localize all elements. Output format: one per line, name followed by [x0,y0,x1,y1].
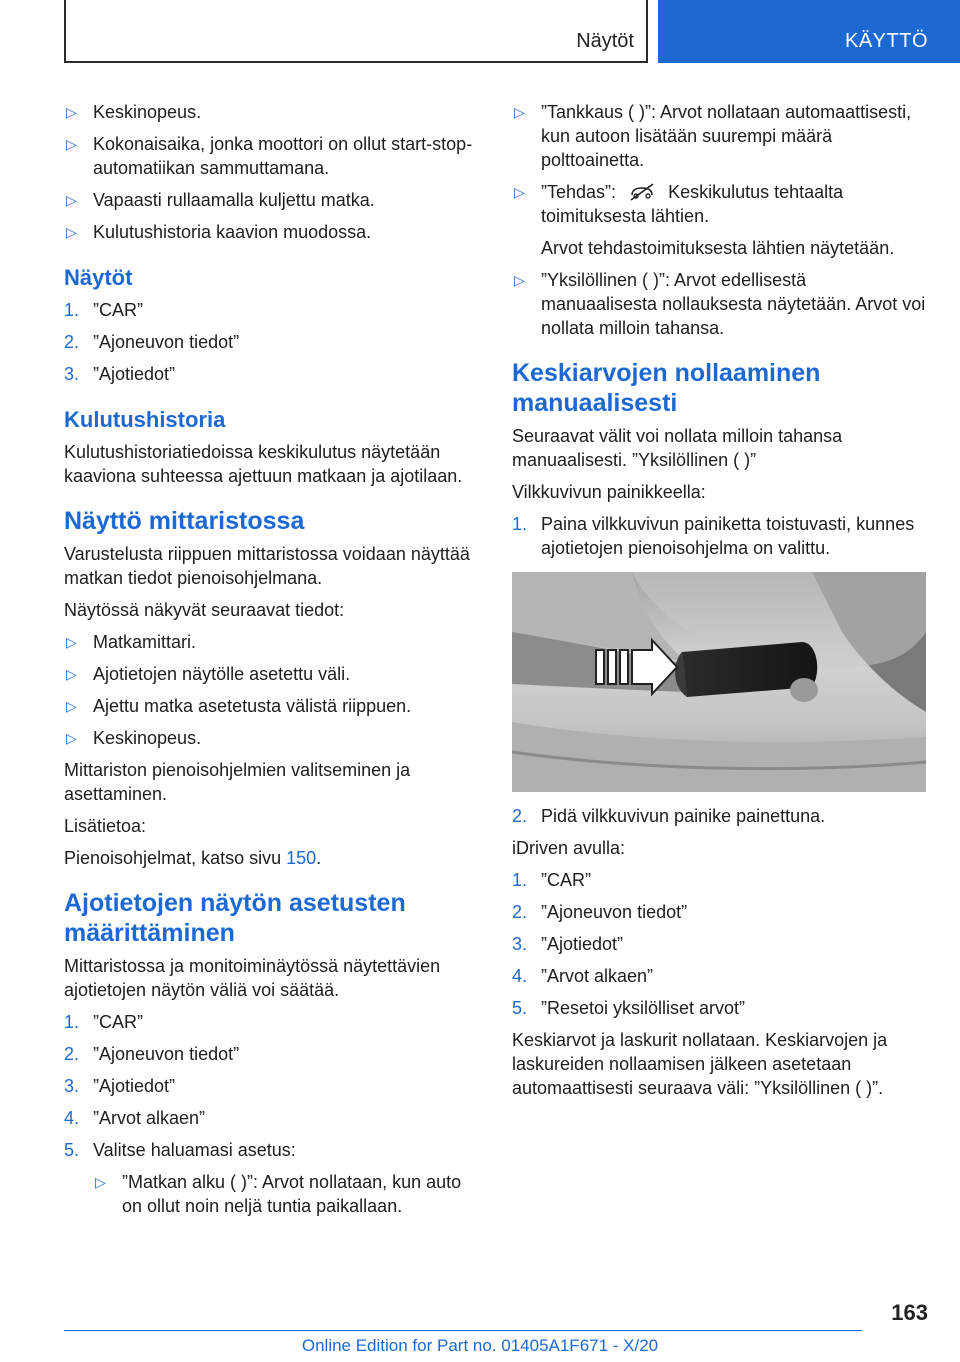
step-text: Valitse haluamasi asetus: [93,1140,296,1160]
factory-car-icon [629,183,655,201]
list-item: ▷ ”Tankkaus ( )”: Arvot nollataan automaattisesti, kun autoon lisätään suurempi määrä polttoainetta. [512,100,926,172]
list-item: ▷ ”Yksilöllinen ( )”: Arvot edellisestä manuaalisesta nollauksesta näytetään. Arvot voi nollata milloin tahansa. [512,268,926,340]
numbered-item [512,868,926,892]
step-number: 3. [64,1076,80,1096]
list-item [512,180,926,228]
numbered-item [64,1106,480,1130]
step-number: 1. [512,870,528,890]
header-section-tab [64,0,648,63]
list-item: ▷ Keskinopeus. [64,100,480,124]
page-link[interactable]: 150 [286,848,317,868]
paragraph: Seuraavat välit voi nollata milloin tahansa manuaalisesti. ”Yksilöllinen ( )” [512,426,843,470]
step-number: 3. [64,364,80,384]
numbered-item [64,362,480,386]
step-text: ”Ajoneuvon tiedot” [541,902,688,922]
section-heading-nollaus: Keskiarvojen nollaaminen manuaalisesti [512,359,821,417]
numbered-item [64,1010,480,1034]
header-section-title: Näytöt [576,30,634,52]
step-text: ”Resetoi yksilölliset arvot” [541,998,746,1018]
reference-text: Pienoisohjelmat, katso sivu [64,848,287,868]
step-number: 4. [64,1108,80,1128]
list-item: ▷ Ajotietojen näytölle asetettu väli. [64,662,480,686]
left-column [64,100,480,1226]
footer-divider [64,1330,862,1331]
step-text: ”CAR” [93,1012,143,1032]
step-text: ”Ajotiedot” [93,1076,176,1096]
step-number: 5. [512,998,528,1018]
paragraph: Keskiarvot ja laskurit nollataan. Keskiarvojen ja laskureiden nollaamisen jälkeen asetetaan automaattisesti seuraava väli: ”Yksilöllinen ( )”. [512,1030,888,1098]
step-text: ”Arvot alkaen” [541,966,654,986]
numbered-item [64,1042,480,1066]
step-number: 1. [64,1012,80,1032]
paragraph: Mittariston pienoisohjelmien valitseminen ja asettaminen. [64,760,411,804]
step-number: 2. [512,806,528,826]
paragraph: Varustelusta riippuen mittaristossa voidaan näyttää matkan tiedot pienoisohjelmana. [64,544,470,588]
numbered-item [64,330,480,354]
section-heading-asetus: Ajotietojen näytön asetusten määrittäminen [64,889,406,947]
step-number: 4. [512,966,528,986]
footer-edition: Online Edition for Part no. 01405A1F671 - X/20 [301,1336,659,1355]
numbered-item [512,996,926,1020]
list-item: ▷ Vapaasti rullaamalla kuljettu matka. [64,188,480,212]
step-text: ”Ajoneuvon tiedot” [93,1044,240,1064]
paragraph: iDriven avulla: [512,838,626,858]
list-item-text: Keskikulutus tehtaalta toimituksesta lähtien. [541,182,844,226]
paragraph: Lisätietoa: [64,816,147,836]
step-text: ”Ajotiedot” [541,934,624,954]
step-text: ”CAR” [541,870,591,890]
paragraph: Kulutushistoriatiedoissa keskikulutus näytetään kaaviona suhteessa ajettuun matkaan ja ajotilaan. [64,442,463,486]
step-number: 2. [64,1044,80,1064]
list-item: ▷ Ajettu matka asetetusta välistä riippuen. [64,694,480,718]
paragraph: Mittaristossa ja monitoiminäytössä näytettävien ajotietojen näytön väliä voi säätää. [64,956,441,1000]
page-number: 163 [891,1300,928,1325]
step-text: Paina vilkkuvivun painiketta toistuvasti, kunnes ajotietojen pienoisohjelma on valittu. [541,514,915,558]
step-text: Pidä vilkkuvivun painike painettuna. [541,806,826,826]
numbered-item [512,964,926,988]
paragraph: Näytössä näkyvät seuraavat tiedot: [64,600,345,620]
sub-list-item: ▷ ”Matkan alku ( )”: Arvot nollataan, kun auto on ollut noin neljä tuntia paikallaan. [93,1170,480,1218]
numbered-item [512,932,926,956]
page-reference [64,846,480,870]
section-heading-kulutushistoria: Kulutushistoria [64,407,226,432]
section-heading-mittaristo: Näyttö mittaristossa [64,507,305,535]
step-number: 3. [512,934,528,954]
list-item: ▷ Kulutushistoria kaavion muodossa. [64,220,480,244]
paragraph: Vilkkuvivun painikkeella: [512,482,706,502]
step-text: ”CAR” [93,300,143,320]
numbered-item [64,298,480,322]
section-heading-naytot: Näytöt [64,265,133,290]
step-number: 1. [512,514,528,534]
step-number: 1. [64,300,80,320]
reference-end: . [316,848,322,868]
turn-signal-lever-photo [512,572,926,792]
right-column [512,100,926,1108]
list-item-text: ”Tehdas”: [541,182,617,202]
numbered-item [64,1138,480,1162]
paragraph: Arvot tehdastoimituksesta lähtien näytetään. [541,238,895,258]
numbered-item [64,1074,480,1098]
step-number: 5. [64,1140,80,1160]
list-item: ▷ Matkamittari. [64,630,480,654]
numbered-item [512,512,926,560]
numbered-item [512,900,926,924]
header-chapter-tab [658,0,960,63]
header-chapter-title: KÄYTTÖ [844,30,928,52]
step-number: 2. [64,332,80,352]
list-item: ▷ Kokonaisaika, jonka moottori on ollut start-stop-automatiikan sammuttamana. [64,132,480,180]
list-item: ▷ Keskinopeus. [64,726,480,750]
step-text: ”Ajoneuvon tiedot” [93,332,240,352]
step-text: ”Ajotiedot” [93,364,176,384]
numbered-item [512,804,926,828]
step-text: ”Arvot alkaen” [93,1108,206,1128]
step-number: 2. [512,902,528,922]
